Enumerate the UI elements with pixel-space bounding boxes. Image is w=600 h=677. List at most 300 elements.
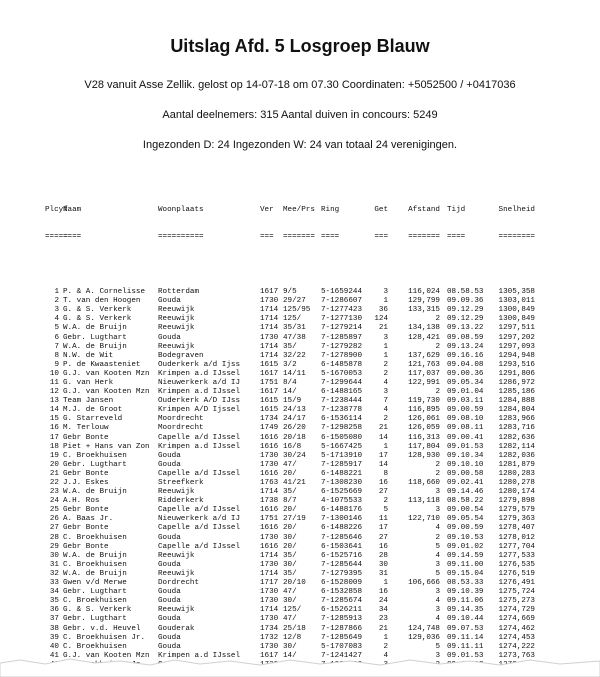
cell-afstand: 137,629 xyxy=(408,351,440,360)
cell-snelheid: 1291,806 xyxy=(498,369,535,378)
cell-afstand: 128,421 xyxy=(408,333,440,342)
cell-mee-prs: 47/ xyxy=(283,460,297,469)
cell-tijd: 09.00.58 xyxy=(447,469,484,478)
cell-mee-prs: 20/ xyxy=(283,524,297,533)
cell-mee-prs: 47/38 xyxy=(283,333,306,342)
cell-ver: 1616 xyxy=(260,433,279,442)
cell-tijd: 09.11.11 xyxy=(447,642,484,651)
cell-mee-prs: 35/31 xyxy=(283,324,306,333)
cell-tijd: 09.10.53 xyxy=(447,533,484,542)
header-tijd: Tijd xyxy=(447,206,466,215)
cell-snelheid: 1286,972 xyxy=(498,378,535,387)
cell-naam: G. Starreveld xyxy=(63,415,123,424)
cell-ring: 7-1285646 xyxy=(321,533,363,542)
cell-snelheid: 1285,186 xyxy=(498,388,535,397)
cell-plcyf: 40 xyxy=(49,642,59,651)
cell-ring: 7-1279214 xyxy=(321,324,363,333)
cell-plcyf: 31 xyxy=(49,560,59,569)
cell-ver: 1615 xyxy=(260,397,279,406)
cell-naam: N.W. de Wit xyxy=(63,351,114,360)
cell-plcyf: 41 xyxy=(49,651,59,660)
cell-get: 1 xyxy=(383,297,388,306)
cell-ver: 1617 xyxy=(260,651,279,660)
cell-get: 21 xyxy=(378,324,388,333)
cell-afstand: 3 xyxy=(435,588,440,597)
cell-ver: 1617 xyxy=(260,388,279,397)
cell-plcyf: 4 xyxy=(54,315,59,324)
cell-tijd: 09.00.59 xyxy=(447,406,484,415)
table-row xyxy=(45,470,565,479)
cell-snelheid: 1282,114 xyxy=(498,442,535,451)
cell-ver: 1616 xyxy=(260,506,279,515)
cell-ver: 1616 xyxy=(260,524,279,533)
cell-naam: C. Broekhuisen xyxy=(63,451,127,460)
cell-naam: Gebr Bonte xyxy=(63,506,109,515)
cell-plcyf: 1 xyxy=(54,288,59,297)
cell-ring: 7-1238444 xyxy=(321,397,363,406)
cell-woonplaats: Gouda xyxy=(158,560,181,569)
cell-naam: C. Broekhuisen xyxy=(63,597,127,606)
cell-plcyf: 19 xyxy=(49,451,59,460)
cell-tijd: 09.00.36 xyxy=(447,369,484,378)
cell-tijd: 09.09.36 xyxy=(447,297,484,306)
cell-woonplaats: Gouderak xyxy=(158,624,195,633)
cell-naam: C. Broekhuisen xyxy=(63,560,127,569)
cell-ver: 1730 xyxy=(260,597,279,606)
cell-plcyf: 23 xyxy=(49,488,59,497)
cell-plcyf: 34 xyxy=(49,588,59,597)
cell-ver: 1751 xyxy=(260,378,279,387)
header-plcyf: Plcyf xyxy=(45,206,68,215)
cell-afstand: 129,036 xyxy=(408,633,440,642)
cell-plcyf: 24 xyxy=(49,497,59,506)
cell-ring: 6-1488226 xyxy=(321,524,363,533)
cell-snelheid: 1278,012 xyxy=(498,533,535,542)
cell-mee-prs: 47/ xyxy=(283,588,297,597)
cell-plcyf: 37 xyxy=(49,615,59,624)
cell-get: 1 xyxy=(383,442,388,451)
cell-mee-prs: 20/ xyxy=(283,469,297,478)
cell-get: 27 xyxy=(378,488,388,497)
table-row xyxy=(45,606,565,615)
table-header xyxy=(45,206,565,215)
cell-afstand: 122,710 xyxy=(408,515,440,524)
cell-get: 1 xyxy=(383,633,388,642)
cell-woonplaats: Reeuwijk xyxy=(158,324,195,333)
cell-mee-prs: 125/ xyxy=(283,606,302,615)
cell-naam: Gebr Bonte xyxy=(63,542,109,551)
cell-ver: 1730 xyxy=(260,615,279,624)
cell-tijd: 09.05.54 xyxy=(447,515,484,524)
cell-snelheid: 1284,888 xyxy=(498,397,535,406)
cell-snelheid: 1277,533 xyxy=(498,551,535,560)
cell-mee-prs: 20/ xyxy=(283,542,297,551)
underline-naam: ==== xyxy=(63,233,82,242)
cell-tijd: 09.00.41 xyxy=(447,433,484,442)
cell-mee-prs: 14/11 xyxy=(283,369,306,378)
cell-naam: C. Broekhuisen Jr. xyxy=(63,633,146,642)
cell-afstand: 2 xyxy=(435,315,440,324)
cell-woonplaats: Dordrecht xyxy=(158,579,200,588)
cell-get: 2 xyxy=(383,642,388,651)
cell-get: 8 xyxy=(383,469,388,478)
cell-ver: 1615 xyxy=(260,360,279,369)
cell-ring: 6-1525716 xyxy=(321,551,363,560)
underline-ver: === xyxy=(260,233,274,242)
cell-get: 16 xyxy=(378,542,388,551)
cell-afstand: 3 xyxy=(435,560,440,569)
cell-ring: 6-1526211 xyxy=(321,606,363,615)
cell-snelheid: 1273,763 xyxy=(498,651,535,660)
cell-ver: 1730 xyxy=(260,533,279,542)
cell-get: 2 xyxy=(383,497,388,506)
table-row xyxy=(45,488,565,497)
cell-afstand: 2 xyxy=(435,342,440,351)
cell-mee-prs: 24/13 xyxy=(283,406,306,415)
cell-ver: 1714 xyxy=(260,315,279,324)
cell-plcyf: 15 xyxy=(49,415,59,424)
cell-mee-prs: 26/20 xyxy=(283,424,306,433)
cell-ring: 6-1528009 xyxy=(321,579,363,588)
cell-ring: 7-1300146 xyxy=(321,515,363,524)
cell-ring: 4-1075533 xyxy=(321,497,363,506)
cell-snelheid: 1279,363 xyxy=(498,515,535,524)
cell-plcyf: 5 xyxy=(54,324,59,333)
cell-afstand: 116,895 xyxy=(408,406,440,415)
cell-snelheid: 1293,516 xyxy=(498,360,535,369)
cell-plcyf: 6 xyxy=(54,333,59,342)
cell-ring: 6-1485878 xyxy=(321,360,363,369)
table-row xyxy=(45,443,565,452)
cell-naam: Gebr Bonte xyxy=(63,524,109,533)
cell-mee-prs: 30/ xyxy=(283,533,297,542)
underline-woonplaats: ========== xyxy=(158,233,204,242)
cell-naam: Piet + Hans van Zon xyxy=(63,442,150,451)
table-row xyxy=(45,461,565,470)
cell-plcyf: 2 xyxy=(54,297,59,306)
cell-plcyf: 18 xyxy=(49,442,59,451)
cell-naam: A. Baas Jr. xyxy=(63,515,114,524)
cell-ver: 1730 xyxy=(260,297,279,306)
cell-woonplaats: Reeuwijk xyxy=(158,606,195,615)
cell-afstand: 116,313 xyxy=(408,433,440,442)
cell-ring: 7-1241427 xyxy=(321,651,363,660)
cell-ver: 1730 xyxy=(260,560,279,569)
cell-plcyf: 22 xyxy=(49,479,59,487)
table-row xyxy=(45,552,565,561)
cell-ver: 1734 xyxy=(260,624,279,633)
cell-woonplaats: Gouda xyxy=(158,633,181,642)
cell-naam: G.J. van Kooten Mzn xyxy=(63,651,150,660)
cell-naam: Gebr. Lugthart xyxy=(63,615,127,624)
cell-afstand: 4 xyxy=(435,615,440,624)
cell-mee-prs: 47/ xyxy=(283,615,297,624)
cell-get: 30 xyxy=(378,560,388,569)
cell-get: 11 xyxy=(378,515,388,524)
cell-snelheid: 1303,011 xyxy=(498,297,535,306)
cell-tijd: 09.14.35 xyxy=(447,606,484,615)
cell-woonplaats: Capelle a/d IJssel xyxy=(158,433,241,442)
cell-afstand: 3 xyxy=(435,488,440,497)
table-row xyxy=(45,625,565,634)
cell-afstand: 4 xyxy=(435,551,440,560)
cell-tijd: 09.01.53 xyxy=(447,651,484,660)
cell-ver: 1730 xyxy=(260,460,279,469)
cell-tijd: 09.16.16 xyxy=(447,351,484,360)
cell-ring: 6-1505080 xyxy=(321,433,363,442)
table-row xyxy=(45,288,565,297)
participants-info: Aantal deelnemers: 315 Aantal duiven in concours: 5249 xyxy=(162,109,438,121)
cell-tijd: 09.05.34 xyxy=(447,378,484,387)
cell-naam: Gebr. Lugthart xyxy=(63,333,127,342)
cell-naam: M. Terlouw xyxy=(63,424,109,433)
cell-tijd: 09.14.59 xyxy=(447,551,484,560)
cell-woonplaats: Gouda xyxy=(158,297,181,306)
cell-naam: G. van Herk xyxy=(63,378,114,387)
cell-tijd: 09.10.10 xyxy=(447,460,484,469)
cell-snelheid: 1280,283 xyxy=(498,469,535,478)
cell-snelheid: 1294,948 xyxy=(498,351,535,360)
cell-ver: 1714 xyxy=(260,324,279,333)
cell-tijd: 09.04.08 xyxy=(447,360,484,369)
cell-afstand: 117,804 xyxy=(408,442,440,451)
table-row xyxy=(45,306,565,315)
cell-get: 28 xyxy=(378,551,388,560)
cell-afstand: 3 xyxy=(435,651,440,660)
cell-tijd: 09.10.34 xyxy=(447,451,484,460)
header-afstand: Afstand xyxy=(408,206,440,215)
cell-ver: 1732 xyxy=(260,633,279,642)
spacer-row xyxy=(45,261,565,270)
cell-get: 14 xyxy=(378,460,388,469)
cell-woonplaats: Krimpen a.d IJssel xyxy=(158,369,241,378)
cell-tijd: 09.02.41 xyxy=(447,479,484,487)
cell-afstand: 2 xyxy=(435,533,440,542)
cell-plcyf: 7 xyxy=(54,342,59,351)
table-row xyxy=(45,643,565,652)
cell-afstand: 126,059 xyxy=(408,424,440,433)
cell-naam: W.A. de Bruijn xyxy=(63,324,127,333)
cell-woonplaats: Moordrecht xyxy=(158,424,204,433)
table-row xyxy=(45,424,565,433)
cell-snelheid: 1280,278 xyxy=(498,479,535,487)
cell-naam: M.J. de Groot xyxy=(63,406,123,415)
cell-snelheid: 1275,724 xyxy=(498,588,535,597)
cell-ver: 1749 xyxy=(260,424,279,433)
cell-mee-prs: 8/7 xyxy=(283,497,297,506)
cell-woonplaats: Reeuwijk xyxy=(158,569,195,578)
cell-plcyf: 16 xyxy=(49,424,59,433)
cell-afstand: 122,991 xyxy=(408,378,440,387)
cell-naam: G. & S. Verkerk xyxy=(63,606,132,615)
cell-afstand: 2 xyxy=(435,388,440,397)
cell-snelheid: 1276,535 xyxy=(498,560,535,569)
cell-woonplaats: Gouda xyxy=(158,588,181,597)
cell-get: 4 xyxy=(383,378,388,387)
underline-ring: ==== xyxy=(321,233,340,242)
cell-woonplaats: Reeuwijk xyxy=(158,342,195,351)
cell-mee-prs: 30/ xyxy=(283,560,297,569)
cell-plcyf: 29 xyxy=(49,542,59,551)
cell-naam: G. & S. Verkerk xyxy=(63,315,132,324)
cell-ring: 7-1285897 xyxy=(321,333,363,342)
cell-get: 34 xyxy=(378,606,388,615)
cell-tijd: 09.13.22 xyxy=(447,324,484,333)
cell-snelheid: 1297,093 xyxy=(498,342,535,351)
cell-get: 16 xyxy=(378,588,388,597)
cell-tijd: 09.10.44 xyxy=(447,615,484,624)
cell-get: 1 xyxy=(383,342,388,351)
cell-woonplaats: Reeuwijk xyxy=(158,315,195,324)
cell-plcyf: 36 xyxy=(49,606,59,615)
cell-afstand: 117,037 xyxy=(408,369,440,378)
cell-get: 1 xyxy=(383,351,388,360)
cell-mee-prs: 35/ xyxy=(283,551,297,560)
cell-naam: W.A. de Bruijn xyxy=(63,569,127,578)
cell-get: 2 xyxy=(383,369,388,378)
table-row xyxy=(45,334,565,343)
cell-naam: W.A. de Bruijn xyxy=(63,488,127,497)
cell-plcyf: 3 xyxy=(54,306,59,315)
cell-ring: 6-1536114 xyxy=(321,415,363,424)
cell-ver: 1714 xyxy=(260,306,279,315)
table-row xyxy=(45,515,565,524)
cell-woonplaats: Capelle a/d IJssel xyxy=(158,469,241,478)
cell-naam: Gebr. v.d. Heuvel xyxy=(63,624,141,633)
cell-afstand: 126,061 xyxy=(408,415,440,424)
cell-tijd: 09.00.54 xyxy=(447,506,484,515)
cell-tijd: 08.58.53 xyxy=(447,288,484,297)
table-row xyxy=(45,543,565,552)
cell-plcyf: 27 xyxy=(49,524,59,533)
cell-get: 16 xyxy=(378,479,388,487)
cell-plcyf: 38 xyxy=(49,624,59,633)
cell-ring: 7-1279395 xyxy=(321,569,363,578)
table-row xyxy=(45,561,565,570)
table-row xyxy=(45,634,565,643)
cell-ring: 7-1285674 xyxy=(321,597,363,606)
cell-afstand: 124,748 xyxy=(408,624,440,633)
cell-ver: 1730 xyxy=(260,642,279,651)
cell-snelheid: 1279,898 xyxy=(498,497,535,506)
cell-afstand: 4 xyxy=(435,597,440,606)
table-row xyxy=(45,297,565,306)
cell-snelheid: 1284,804 xyxy=(498,406,535,415)
cell-mee-prs: 20/10 xyxy=(283,579,306,588)
cell-woonplaats: Capelle a/d IJssel xyxy=(158,524,241,533)
cell-ring: 7-1238778 xyxy=(321,406,363,415)
cell-ring: 5-1667425 xyxy=(321,442,363,451)
cell-woonplaats: Gouda xyxy=(158,460,181,469)
cell-plcyf: 8 xyxy=(54,351,59,360)
cell-plcyf: 20 xyxy=(49,460,59,469)
cell-naam: P. de Kwaasteniet xyxy=(63,360,141,369)
page-title: Uitslag Afd. 5 Losgroep Blauw xyxy=(170,36,430,56)
underline-tijd: ==== xyxy=(447,233,466,242)
cell-ver: 1714 xyxy=(260,569,279,578)
cell-get: 31 xyxy=(378,569,388,578)
cell-get: 23 xyxy=(378,615,388,624)
table-row xyxy=(45,434,565,443)
cell-mee-prs: 125/ xyxy=(283,315,302,324)
cell-afstand: 5 xyxy=(435,642,440,651)
cell-tijd: 08.53.33 xyxy=(447,579,484,588)
cell-snelheid: 1300,849 xyxy=(498,306,535,315)
cell-get: 7 xyxy=(383,397,388,406)
cell-get: 3 xyxy=(383,288,388,297)
cell-tijd: 09.11.06 xyxy=(447,597,484,606)
cell-ver: 1615 xyxy=(260,406,279,415)
cell-mee-prs: 8/4 xyxy=(283,378,297,387)
cell-plcyf: 30 xyxy=(49,551,59,560)
cell-ver: 1617 xyxy=(260,369,279,378)
cell-get: 1 xyxy=(383,579,388,588)
cell-ring: 7-1299644 xyxy=(321,378,363,387)
cell-woonplaats: Krimpen a.d IJssel xyxy=(158,651,241,660)
cell-woonplaats: Ouderkerk A/D IJss xyxy=(158,397,241,406)
cell-ring: 5-1707083 xyxy=(321,642,363,651)
cell-ver: 1751 xyxy=(260,515,279,524)
cell-ring: 7-1277130 xyxy=(321,315,363,324)
cell-ring: 7-1298258 xyxy=(321,424,363,433)
cell-naam: Gebr Bonte xyxy=(63,433,109,442)
cell-naam: G.J. van Kooten Mzn xyxy=(63,388,150,397)
cell-tijd: 09.08.10 xyxy=(447,415,484,424)
cell-woonplaats: Capelle a/d IJssel xyxy=(158,542,241,551)
cell-naam: C. Broekhuisen xyxy=(63,533,127,542)
cell-ver: 1616 xyxy=(260,469,279,478)
cell-snelheid: 1281,879 xyxy=(498,460,535,469)
cell-plcyf: 33 xyxy=(49,579,59,588)
cell-ver: 1714 xyxy=(260,351,279,360)
cell-woonplaats: Nieuwerkerk a/d IJ xyxy=(158,378,241,387)
cell-ring: 6-1488221 xyxy=(321,469,363,478)
cell-plcyf: 14 xyxy=(49,406,59,415)
cell-naam: W.A. de Bruijn xyxy=(63,551,127,560)
cell-snelheid: 1297,202 xyxy=(498,333,535,342)
cell-snelheid: 1282,636 xyxy=(498,433,535,442)
cell-woonplaats: Ouderkerk a/d Ijss xyxy=(158,360,241,369)
cell-snelheid: 1283,966 xyxy=(498,415,535,424)
cell-get: 21 xyxy=(378,424,388,433)
cell-naam: Gebr Bonte xyxy=(63,469,109,478)
cell-mee-prs: 25/18 xyxy=(283,624,306,633)
cell-ring: 6-1488176 xyxy=(321,506,363,515)
cell-mee-prs: 24/17 xyxy=(283,415,306,424)
cell-tijd: 09.07.53 xyxy=(447,624,484,633)
cell-plcyf: 17 xyxy=(49,433,59,442)
cell-plcyf: 11 xyxy=(49,378,59,387)
cell-naam: A.H. Ros xyxy=(63,497,100,506)
table-row xyxy=(45,343,565,352)
cell-afstand: 134,138 xyxy=(408,324,440,333)
cell-snelheid: 1283,716 xyxy=(498,424,535,433)
header-ring: Ring xyxy=(321,206,340,215)
cell-mee-prs: 35/ xyxy=(283,488,297,497)
cell-get: 27 xyxy=(378,533,388,542)
cell-get: 4 xyxy=(383,651,388,660)
cell-woonplaats: Gouda xyxy=(158,597,181,606)
cell-snelheid: 1305,358 xyxy=(498,288,535,297)
header-naam: Naam xyxy=(63,206,82,215)
cell-woonplaats: Gouda xyxy=(158,615,181,624)
cell-mee-prs: 29/27 xyxy=(283,297,306,306)
cell-tijd: 09.12.29 xyxy=(447,306,484,315)
cell-naam: Gebr. Lugthart xyxy=(63,460,127,469)
cell-tijd: 09.13.24 xyxy=(447,342,484,351)
cell-snelheid: 1274,669 xyxy=(498,615,535,624)
cell-afstand: 116,024 xyxy=(408,288,440,297)
